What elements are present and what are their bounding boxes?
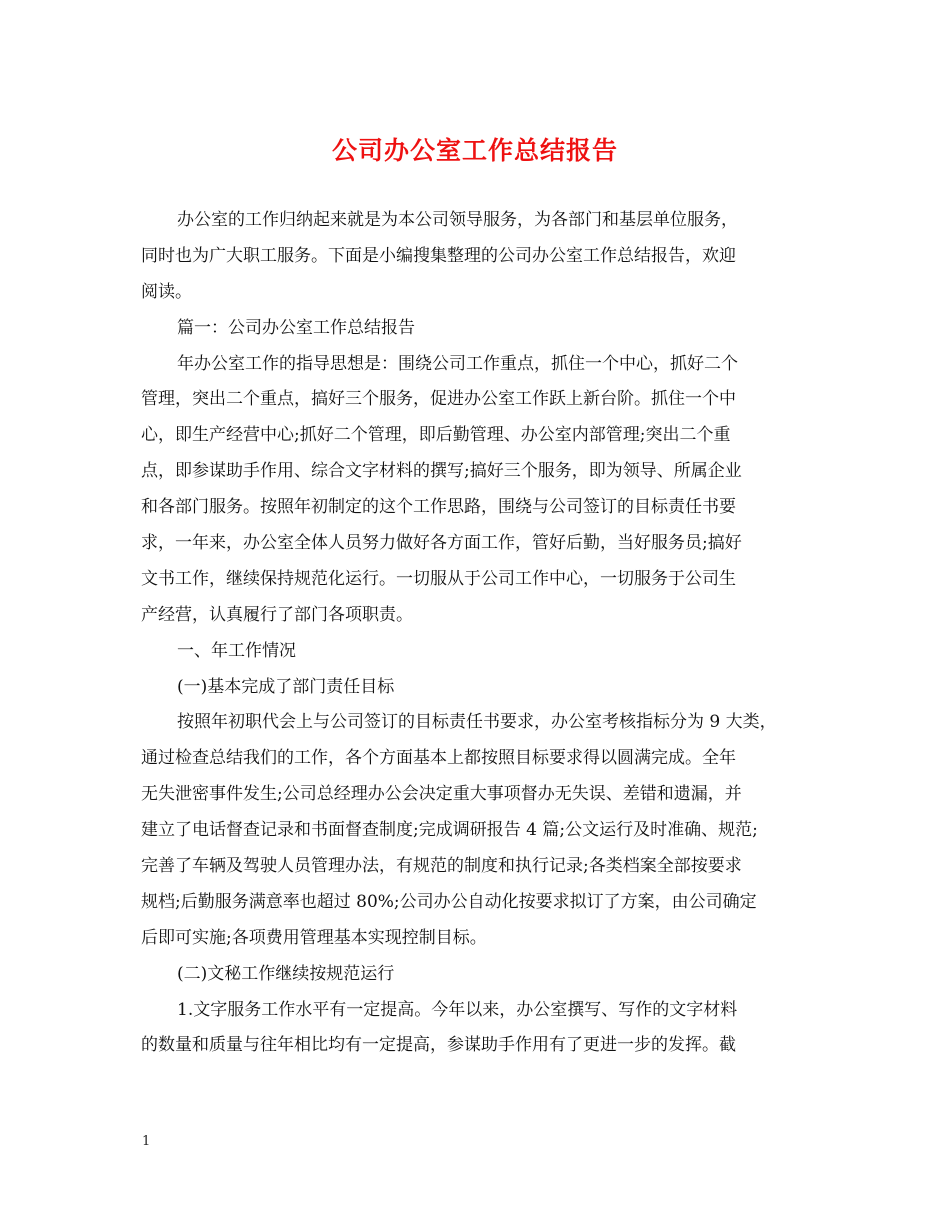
paragraph-line: 年办公室工作的指导思想是：围绕公司工作重点，抓住一个中心，抓好二个 (177, 353, 738, 374)
paragraph-line: 无失泄密事件发生;公司总经理办公会决定重大事项督办无失误、差错和遗漏，并 (141, 784, 742, 805)
document-title: 公司办公室工作总结报告 (331, 136, 618, 165)
paragraph-line: 规档;后勤服务满意率也超过 80%;公司办公自动化按要求拟订了方案，由公司确定 (141, 891, 757, 912)
paragraph-line: 通过检查总结我们的工作，各个方面基本上都按照目标要求得以圆满完成。全年 (141, 748, 736, 769)
paragraph-line: 办公室的工作归纳起来就是为本公司领导服务，为各部门和基层单位服务， (177, 210, 738, 230)
paragraph-line: 的数量和质量与往年相比均有一定提高，参谋助手作用有了更进一步的发挥。截 (141, 1035, 736, 1056)
paragraph-line: 和各部门服务。按照年初制定的这个工作思路，围绕与公司签订的目标责任书要 (141, 497, 736, 518)
paragraph-line: 阅读。 (141, 281, 192, 302)
page-number: 1 (142, 1134, 151, 1149)
section-heading: 篇一：公司办公室工作总结报告 (177, 317, 415, 338)
paragraph-line: 1.文字服务工作水平有一定提高。今年以来，办公室撰写、写作的文字材料 (177, 999, 738, 1020)
paragraph-line: 文书工作，继续保持规范化运行。一切服从于公司工作中心，一切服务于公司生 (141, 568, 736, 589)
paragraph-line: 点，即参谋助手作用、综合文字材料的撰写;搞好三个服务，即为领导、所属企业 (141, 461, 742, 482)
paragraph-line: 完善了车辆及驾驶人员管理办法，有规范的制度和执行记录;各类档案全部按要求 (141, 856, 742, 877)
section-heading: 一、年工作情况 (177, 640, 296, 661)
subsection-heading: (二)文秘工作继续按规范运行 (177, 963, 395, 984)
paragraph-line: 建立了电话督查记录和书面督查制度;完成调研报告 4 篇;公文运行及时准确、规范; (141, 820, 758, 841)
document-body (141, 203, 841, 1064)
paragraph-line: 心，即生产经营中心;抓好二个管理，即后勤管理、办公室内部管理;突出二个重 (141, 425, 731, 446)
paragraph-line: 按照年初职代会上与公司签订的目标责任书要求，办公室考核指标分为 9 大类， (177, 712, 777, 733)
paragraph-line: 后即可实施;各项费用管理基本实现控制目标。 (141, 927, 487, 948)
paragraph-line: 产经营，认真履行了部门各项职责。 (141, 604, 413, 625)
paragraph-line: 同时也为广大职工服务。下面是小编搜集整理的公司办公室工作总结报告，欢迎 (141, 245, 736, 266)
subsection-heading: (一)基本完成了部门责任目标 (177, 676, 395, 697)
paragraph-line: 管理，突出二个重点，搞好三个服务，促进办公室工作跃上新台阶。抓住一个中 (141, 389, 736, 410)
paragraph-line: 求，一年来，办公室全体人员努力做好各方面工作，管好后勤，当好服务员;搞好 (141, 533, 742, 554)
